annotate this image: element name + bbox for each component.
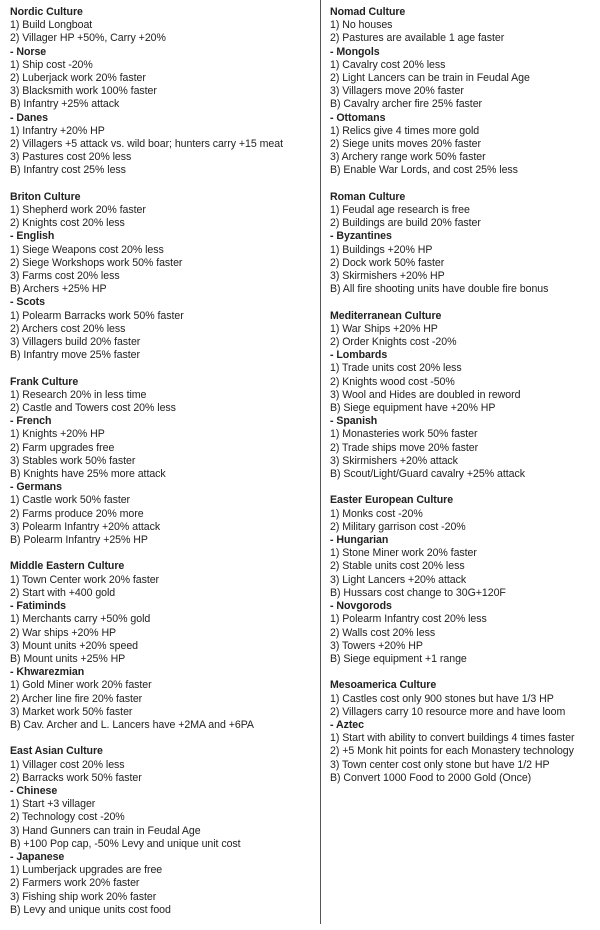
civ-bonus: 2) Technology cost -20% — [10, 811, 125, 824]
civ-bonus: 1) Relics give 4 times more gold — [330, 124, 480, 137]
civ-bonus: B) Scout/Light/Guard cavalry +25% attack — [330, 468, 525, 481]
civ-bonus: 2) Archers cost 20% less — [10, 322, 126, 335]
culture-bonus: 2) Pastures are available 1 age faster — [330, 32, 505, 45]
right-column — [330, 6, 598, 798]
culture-bonus: 2) Start with +400 gold — [10, 586, 116, 599]
culture-block — [10, 745, 320, 917]
culture-bonus: 1) Feudal age research is free — [330, 204, 470, 217]
civ-name: - Chinese — [10, 784, 58, 797]
culture-title: Easter European Culture — [330, 494, 454, 507]
culture-bonus: 2) Knights cost 20% less — [10, 217, 125, 230]
civ-bonus: 1) Monasteries work 50% faster — [330, 428, 478, 441]
civ-bonus: B) Siege equipment +1 range — [330, 652, 467, 665]
civ-name: - Japanese — [10, 850, 65, 863]
culture-block — [330, 494, 598, 666]
culture-block — [10, 560, 320, 732]
civ-name: - Lombards — [330, 349, 388, 362]
civ-name: - Spanish — [330, 415, 378, 428]
culture-bonus: 1) Castles cost only 900 stones but have 1/3 HP — [330, 692, 554, 705]
civ-name: - Norse — [10, 45, 47, 58]
civ-bonus: 3) Fishing ship work 20% faster — [10, 890, 157, 903]
culture-bonus: 2) Order Knights cost -20% — [330, 336, 457, 349]
civ-bonus: 3) Polearm Infantry +20% attack — [10, 520, 161, 533]
culture-title: Frank Culture — [10, 375, 79, 388]
civ-bonus: 1) Cavalry cost 20% less — [330, 58, 446, 71]
civ-name: - Scots — [10, 296, 45, 309]
civ-bonus: 2) Light Lancers can be train in Feudal Age — [330, 72, 530, 85]
culture-block — [330, 679, 598, 785]
civ-name: - Byzantines — [330, 230, 392, 243]
civ-bonus: B) Convert 1000 Food to 2000 Gold (Once) — [330, 771, 532, 784]
civ-bonus: 3) Archery range work 50% faster — [330, 151, 486, 164]
civ-name: - French — [10, 415, 52, 428]
civ-bonus: 3) Stables work 50% faster — [10, 454, 136, 467]
culture-title: Nomad Culture — [330, 6, 406, 18]
civ-bonus: 1) Buildings +20% HP — [330, 243, 433, 256]
civ-bonus: 1) Trade units cost 20% less — [330, 362, 462, 375]
civ-bonus: B) Infantry +25% attack — [10, 98, 120, 111]
civ-bonus: B) Mount units +25% HP — [10, 652, 126, 665]
civ-bonus: 3) Wool and Hides are doubled in reword — [330, 388, 521, 401]
civ-bonus: 3) Villagers build 20% faster — [10, 336, 141, 349]
culture-block — [10, 376, 320, 548]
civ-bonus: B) Siege equipment have +20% HP — [330, 402, 496, 415]
civ-bonus: 2) Luberjack work 20% faster — [10, 72, 146, 85]
civ-bonus: 3) Blacksmith work 100% faster — [10, 85, 157, 98]
civ-bonus: 2) Farms produce 20% more — [10, 507, 144, 520]
civ-bonus: 3) Villagers move 20% faster — [330, 85, 464, 98]
civ-bonus: B) Archers +25% HP — [10, 283, 107, 296]
civ-bonus: 2) Trade ships move 20% faster — [330, 441, 479, 454]
civ-bonus: 1) Knights +20% HP — [10, 428, 105, 441]
culture-block — [330, 310, 598, 482]
culture-bonus: 1) Research 20% in less time — [10, 388, 147, 401]
culture-bonus: 1) Villager cost 20% less — [10, 758, 125, 771]
civ-bonus: 3) Market work 50% faster — [10, 705, 133, 718]
culture-block — [330, 191, 598, 297]
culture-title: Mesoamerica Culture — [330, 679, 437, 692]
civ-bonus: B) Cav. Archer and L. Lancers have +2MA and +6PA — [10, 718, 254, 731]
culture-bonus: 2) Villagers carry 10 resource more and have loom — [330, 705, 566, 718]
culture-title: Mediterranean Culture — [330, 309, 442, 322]
civ-bonus: B) Hussars cost change to 30G+120F — [330, 586, 506, 599]
civ-bonus: 1) Ship cost -20% — [10, 58, 93, 71]
civ-bonus: 2) Siege units moves 20% faster — [330, 138, 481, 151]
culture-bonus: 1) Shepherd work 20% faster — [10, 204, 146, 217]
civ-bonus: 3) Skirmishers +20% HP — [330, 270, 445, 283]
culture-title: Briton Culture — [10, 190, 81, 203]
civ-bonus: 3) Light Lancers +20% attack — [330, 573, 467, 586]
civ-bonus: 2) Archer line fire 20% faster — [10, 692, 143, 705]
civ-bonus: 3) Pastures cost 20% less — [10, 151, 132, 164]
civ-bonus: 1) Merchants carry +50% gold — [10, 613, 151, 626]
civ-bonus: 1) Siege Weapons cost 20% less — [10, 243, 164, 256]
civ-bonus: 2) Dock work 50% faster — [330, 256, 445, 269]
culture-title: Roman Culture — [330, 190, 406, 203]
civ-bonus: 2) +5 Monk hit points for each Monastery technology — [330, 745, 574, 758]
civ-bonus: 2) Farmers work 20% faster — [10, 877, 140, 890]
culture-title: East Asian Culture — [10, 745, 103, 758]
culture-block — [10, 6, 320, 178]
culture-bonus: 1) Town Center work 20% faster — [10, 573, 160, 586]
culture-bonus: 2) Military garrison cost -20% — [330, 520, 466, 533]
civ-bonus: B) All fire shooting units have double fire bonus — [330, 283, 549, 296]
civ-bonus: B) Cavalry archer fire 25% faster — [330, 98, 483, 111]
civ-name: - Mongols — [330, 45, 380, 58]
civ-bonus: 1) Start with ability to convert buildings 4 times faster — [330, 732, 575, 745]
civ-name: - Khwarezmian — [10, 666, 85, 679]
civ-bonus: B) +100 Pop cap, -50% Levy and unique unit cost — [10, 837, 241, 850]
civ-name: - Aztec — [330, 718, 364, 731]
civ-bonus: 2) Stable units cost 20% less — [330, 560, 465, 573]
civ-name: - Germans — [10, 481, 62, 494]
culture-bonus: 2) Barracks work 50% faster — [10, 771, 142, 784]
civ-bonus: 3) Farms cost 20% less — [10, 270, 120, 283]
civ-bonus: 2) Siege Workshops work 50% faster — [10, 256, 183, 269]
civ-bonus: 2) Walls cost 20% less — [330, 626, 436, 639]
civ-bonus: B) Enable War Lords, and cost 25% less — [330, 164, 518, 177]
civ-bonus: 1) Polearm Infantry cost 20% less — [330, 613, 487, 626]
civ-bonus: B) Infantry cost 25% less — [10, 164, 126, 177]
civ-bonus: 1) Infantry +20% HP — [10, 124, 105, 137]
culture-bonus: 1) Build Longboat — [10, 19, 93, 32]
civ-bonus: 2) Farm upgrades free — [10, 441, 115, 454]
culture-block — [10, 191, 320, 363]
civ-bonus: 1) Start +3 villager — [10, 798, 96, 811]
culture-bonus: 2) Villager HP +50%, Carry +20% — [10, 32, 166, 45]
civ-bonus: 1) Castle work 50% faster — [10, 494, 131, 507]
civ-bonus: 1) Stone Miner work 20% faster — [330, 547, 477, 560]
civ-bonus: 1) Polearm Barracks work 50% faster — [10, 309, 184, 322]
civ-name: - Ottomans — [330, 111, 386, 124]
civ-bonus: 3) Towers +20% HP — [330, 639, 423, 652]
civ-bonus: 1) Lumberjack upgrades are free — [10, 864, 163, 877]
culture-bonus: 2) Castle and Towers cost 20% less — [10, 402, 176, 415]
civ-bonus: 3) Town center cost only stone but have 1/2 HP — [330, 758, 550, 771]
culture-bonus: 2) Buildings are build 20% faster — [330, 217, 481, 230]
civ-bonus: B) Levy and unique units cost food — [10, 903, 171, 916]
culture-bonus: 1) War Ships +20% HP — [330, 322, 438, 335]
civ-bonus: 3) Mount units +20% speed — [10, 639, 139, 652]
civ-bonus: B) Infantry move 25% faster — [10, 349, 140, 362]
left-column — [10, 6, 320, 930]
civ-bonus: 3) Skirmishers +20% attack — [330, 454, 458, 467]
civ-bonus: 3) Hand Gunners can train in Feudal Age — [10, 824, 201, 837]
civ-bonus: 2) Knights wood cost -50% — [330, 375, 455, 388]
civ-name: - Hungarian — [330, 534, 389, 547]
civ-bonus: 1) Gold Miner work 20% faster — [10, 679, 152, 692]
civ-bonus: B) Knights have 25% more attack — [10, 468, 166, 481]
culture-title: Middle Eastern Culture — [10, 560, 125, 573]
culture-bonus: 1) No houses — [330, 19, 393, 32]
civ-bonus: 2) Villagers +5 attack vs. wild boar; hunters carry +15 meat — [10, 138, 283, 151]
civ-bonus: B) Polearm Infantry +25% HP — [10, 534, 148, 547]
civ-name: - Novgorods — [330, 600, 392, 613]
civ-name: - Danes — [10, 111, 48, 124]
column-divider — [320, 0, 321, 924]
culture-title: Nordic Culture — [10, 6, 83, 18]
civ-name: - Fatiminds — [10, 600, 66, 613]
civ-bonus: 2) War ships +20% HP — [10, 626, 117, 639]
civ-name: - English — [10, 230, 55, 243]
culture-bonus: 1) Monks cost -20% — [330, 507, 423, 520]
culture-block — [330, 6, 598, 178]
